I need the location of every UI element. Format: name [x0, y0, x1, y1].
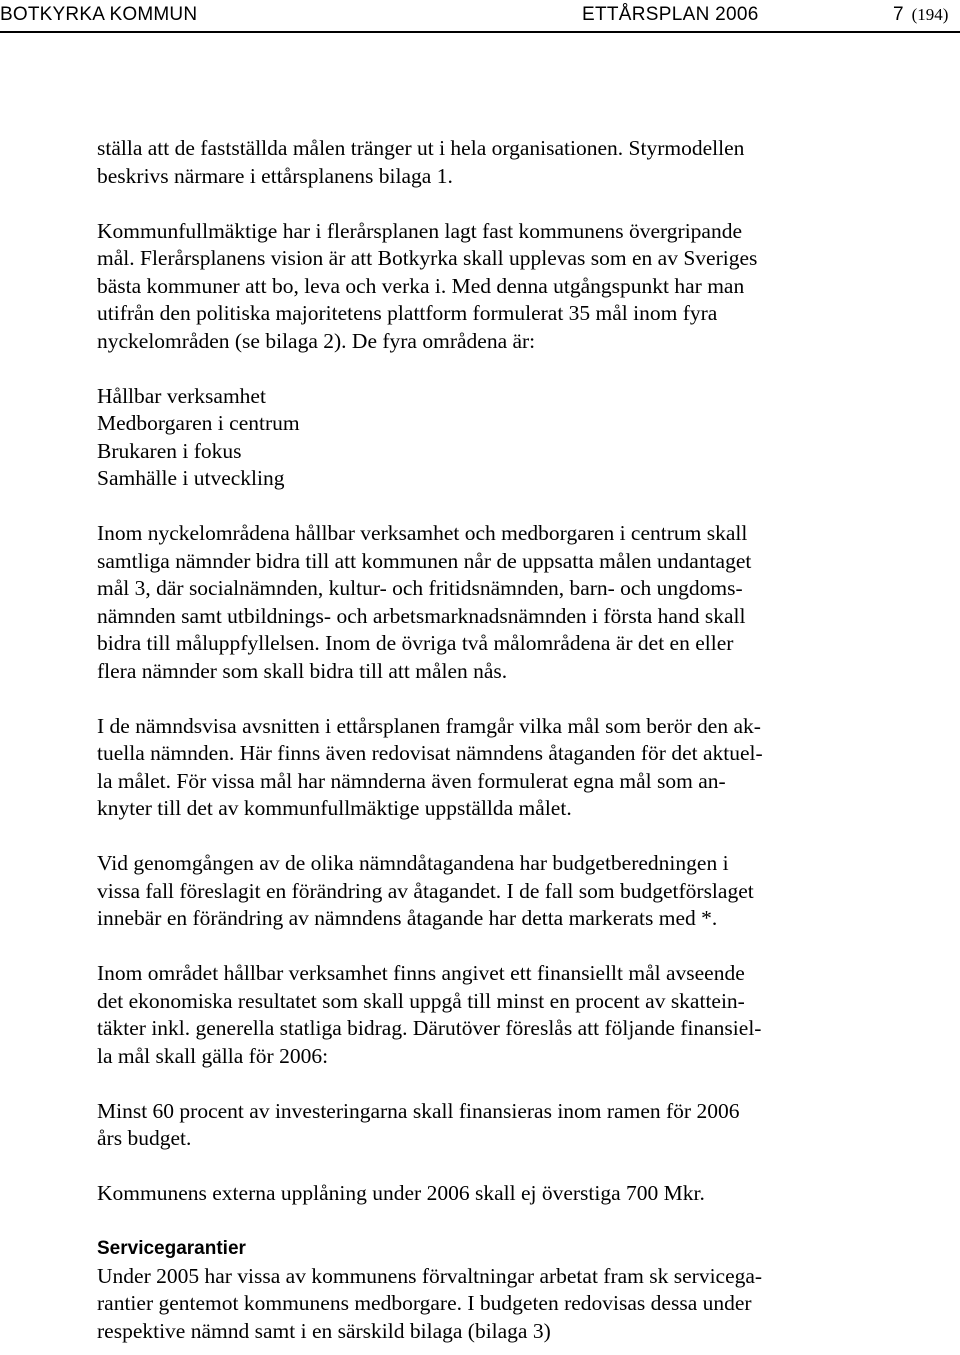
paragraph-styrmodell — [97, 135, 897, 190]
paragraph-gap — [97, 1153, 897, 1181]
text-line: det ekonomiska resultatet som skall uppgå till minst en procent av skattein- — [97, 988, 745, 1013]
key-area-item: Medborgaren i centrum — [97, 411, 300, 435]
paragraph-gap — [97, 493, 897, 521]
key-area-item: Brukaren i fokus — [97, 438, 242, 463]
text-line: samtliga nämnder bidra till att kommunen når de uppsatta målen undantaget — [97, 548, 752, 573]
text-line: Kommunens externa upplåning under 2006 skall ej överstiga 700 Mkr. — [97, 1181, 705, 1205]
section-heading: Servicegarantier — [97, 1238, 246, 1259]
key-areas-list — [97, 383, 897, 493]
text-line: bidra till måluppfyllelsen. Inom de övriga två målområdena är det en eller — [97, 631, 734, 655]
text-line: Kommunfullmäktige har i flerårsplanen lagt fast kommunens övergripande — [97, 218, 743, 243]
paragraph-investeringar — [97, 1098, 897, 1153]
text-line: I de nämndsvisa avsnitten i ettårsplanen framgår vilka mål som berör den ak- — [97, 713, 761, 738]
paragraph-gap — [97, 355, 897, 383]
text-line: mål 3, där socialnämnden, kultur- och fritidsnämnden, barn- och ungdoms- — [97, 576, 743, 600]
text-line: Vid genomgången av de olika nämndåtagandena har budgetberedningen i — [97, 851, 729, 875]
document-title: ETTÅRSPLAN 2006 — [582, 4, 759, 25]
paragraph-gap — [97, 1070, 897, 1098]
text-line: knyter till det av kommunfullmäktige uppställda målet. — [97, 796, 572, 820]
paragraph-finansiella-mal — [97, 960, 897, 1070]
header-divider — [0, 31, 960, 33]
paragraph-vision — [97, 218, 897, 356]
paragraph-namndsvisa-avsnitt — [97, 713, 897, 823]
text-line: ställa att de fastställda målen tränger ut i hela organisationen. Styrmodellen — [97, 136, 745, 160]
paragraph-servicegarantier — [97, 1263, 897, 1346]
text-line: beskrivs närmare i ettårsplanens bilaga 1. — [97, 163, 453, 188]
paragraph-gap — [97, 823, 897, 851]
text-line: nämnden samt utbildnings- och arbetsmarknadsnämnden i första hand skall — [97, 603, 746, 628]
paragraph-nyckelomraden — [97, 520, 897, 685]
paragraph-upplaning — [97, 1180, 897, 1208]
paragraph-budgetberedning — [97, 850, 897, 933]
text-line: innebär en förändring av nämndens åtagande har detta markerats med *. — [97, 906, 718, 930]
paragraph-gap — [97, 933, 897, 961]
page-total: (194) — [911, 5, 949, 24]
page-header — [0, 0, 960, 34]
text-line: flera nämnder som skall bidra till att målen nås. — [97, 658, 508, 683]
text-line: la mål skall gälla för 2006: — [97, 1043, 329, 1068]
key-area-item: Hållbar verksamhet — [97, 383, 266, 408]
text-line: Inom området hållbar verksamhet finns angivet ett finansiellt mål avseende — [97, 961, 745, 985]
text-line: utifrån den politiska majoritetens plattform formulerat 35 mål inom fyra — [97, 301, 718, 325]
text-line: la målet. För vissa mål har nämnderna även formulerat egna mål som an- — [97, 768, 726, 793]
text-line: bästa kommuner att bo, leva och verka i. Med denna utgångspunkt har man — [97, 273, 745, 298]
text-line: vissa fall föreslagit en förändring av åtagandet. I de fall som budgetförslaget — [97, 878, 754, 903]
paragraph-gap — [97, 685, 897, 713]
text-line: täkter inkl. generella statliga bidrag. Därutöver föreslås att följande finansiel- — [97, 1016, 762, 1040]
text-line: respektive nämnd samt i en särskild bilaga (bilaga 3) — [97, 1318, 551, 1343]
text-line: rantier gentemot kommunens medborgare. I budgeten redovisas dessa under — [97, 1291, 752, 1315]
key-area-item: Samhälle i utveckling — [97, 466, 285, 490]
text-line: nyckelområden (se bilaga 2). De fyra områdena är: — [97, 328, 536, 353]
text-line: Inom nyckelområdena hållbar verksamhet och medborgaren i centrum skall — [97, 521, 748, 545]
document-body — [97, 135, 897, 1345]
organization-name: BOTKYRKA KOMMUN — [0, 4, 198, 25]
text-line: års budget. — [97, 1126, 192, 1150]
text-line: mål. Flerårsplanens vision är att Botkyrka skall upplevas som en av Sveriges — [97, 246, 758, 270]
paragraph-gap — [97, 190, 897, 218]
text-line: tuella nämnden. Här finns även redovisat nämndens åtaganden för det aktuel- — [97, 741, 763, 765]
text-line: Minst 60 procent av investeringarna skall finansieras inom ramen för 2006 — [97, 1098, 740, 1123]
text-line: Under 2005 har vissa av kommunens förvaltningar arbetat fram sk servicega- — [97, 1263, 763, 1288]
paragraph-gap — [97, 1208, 897, 1236]
page-indicator — [893, 0, 948, 30]
page-number: 7 — [893, 4, 904, 25]
